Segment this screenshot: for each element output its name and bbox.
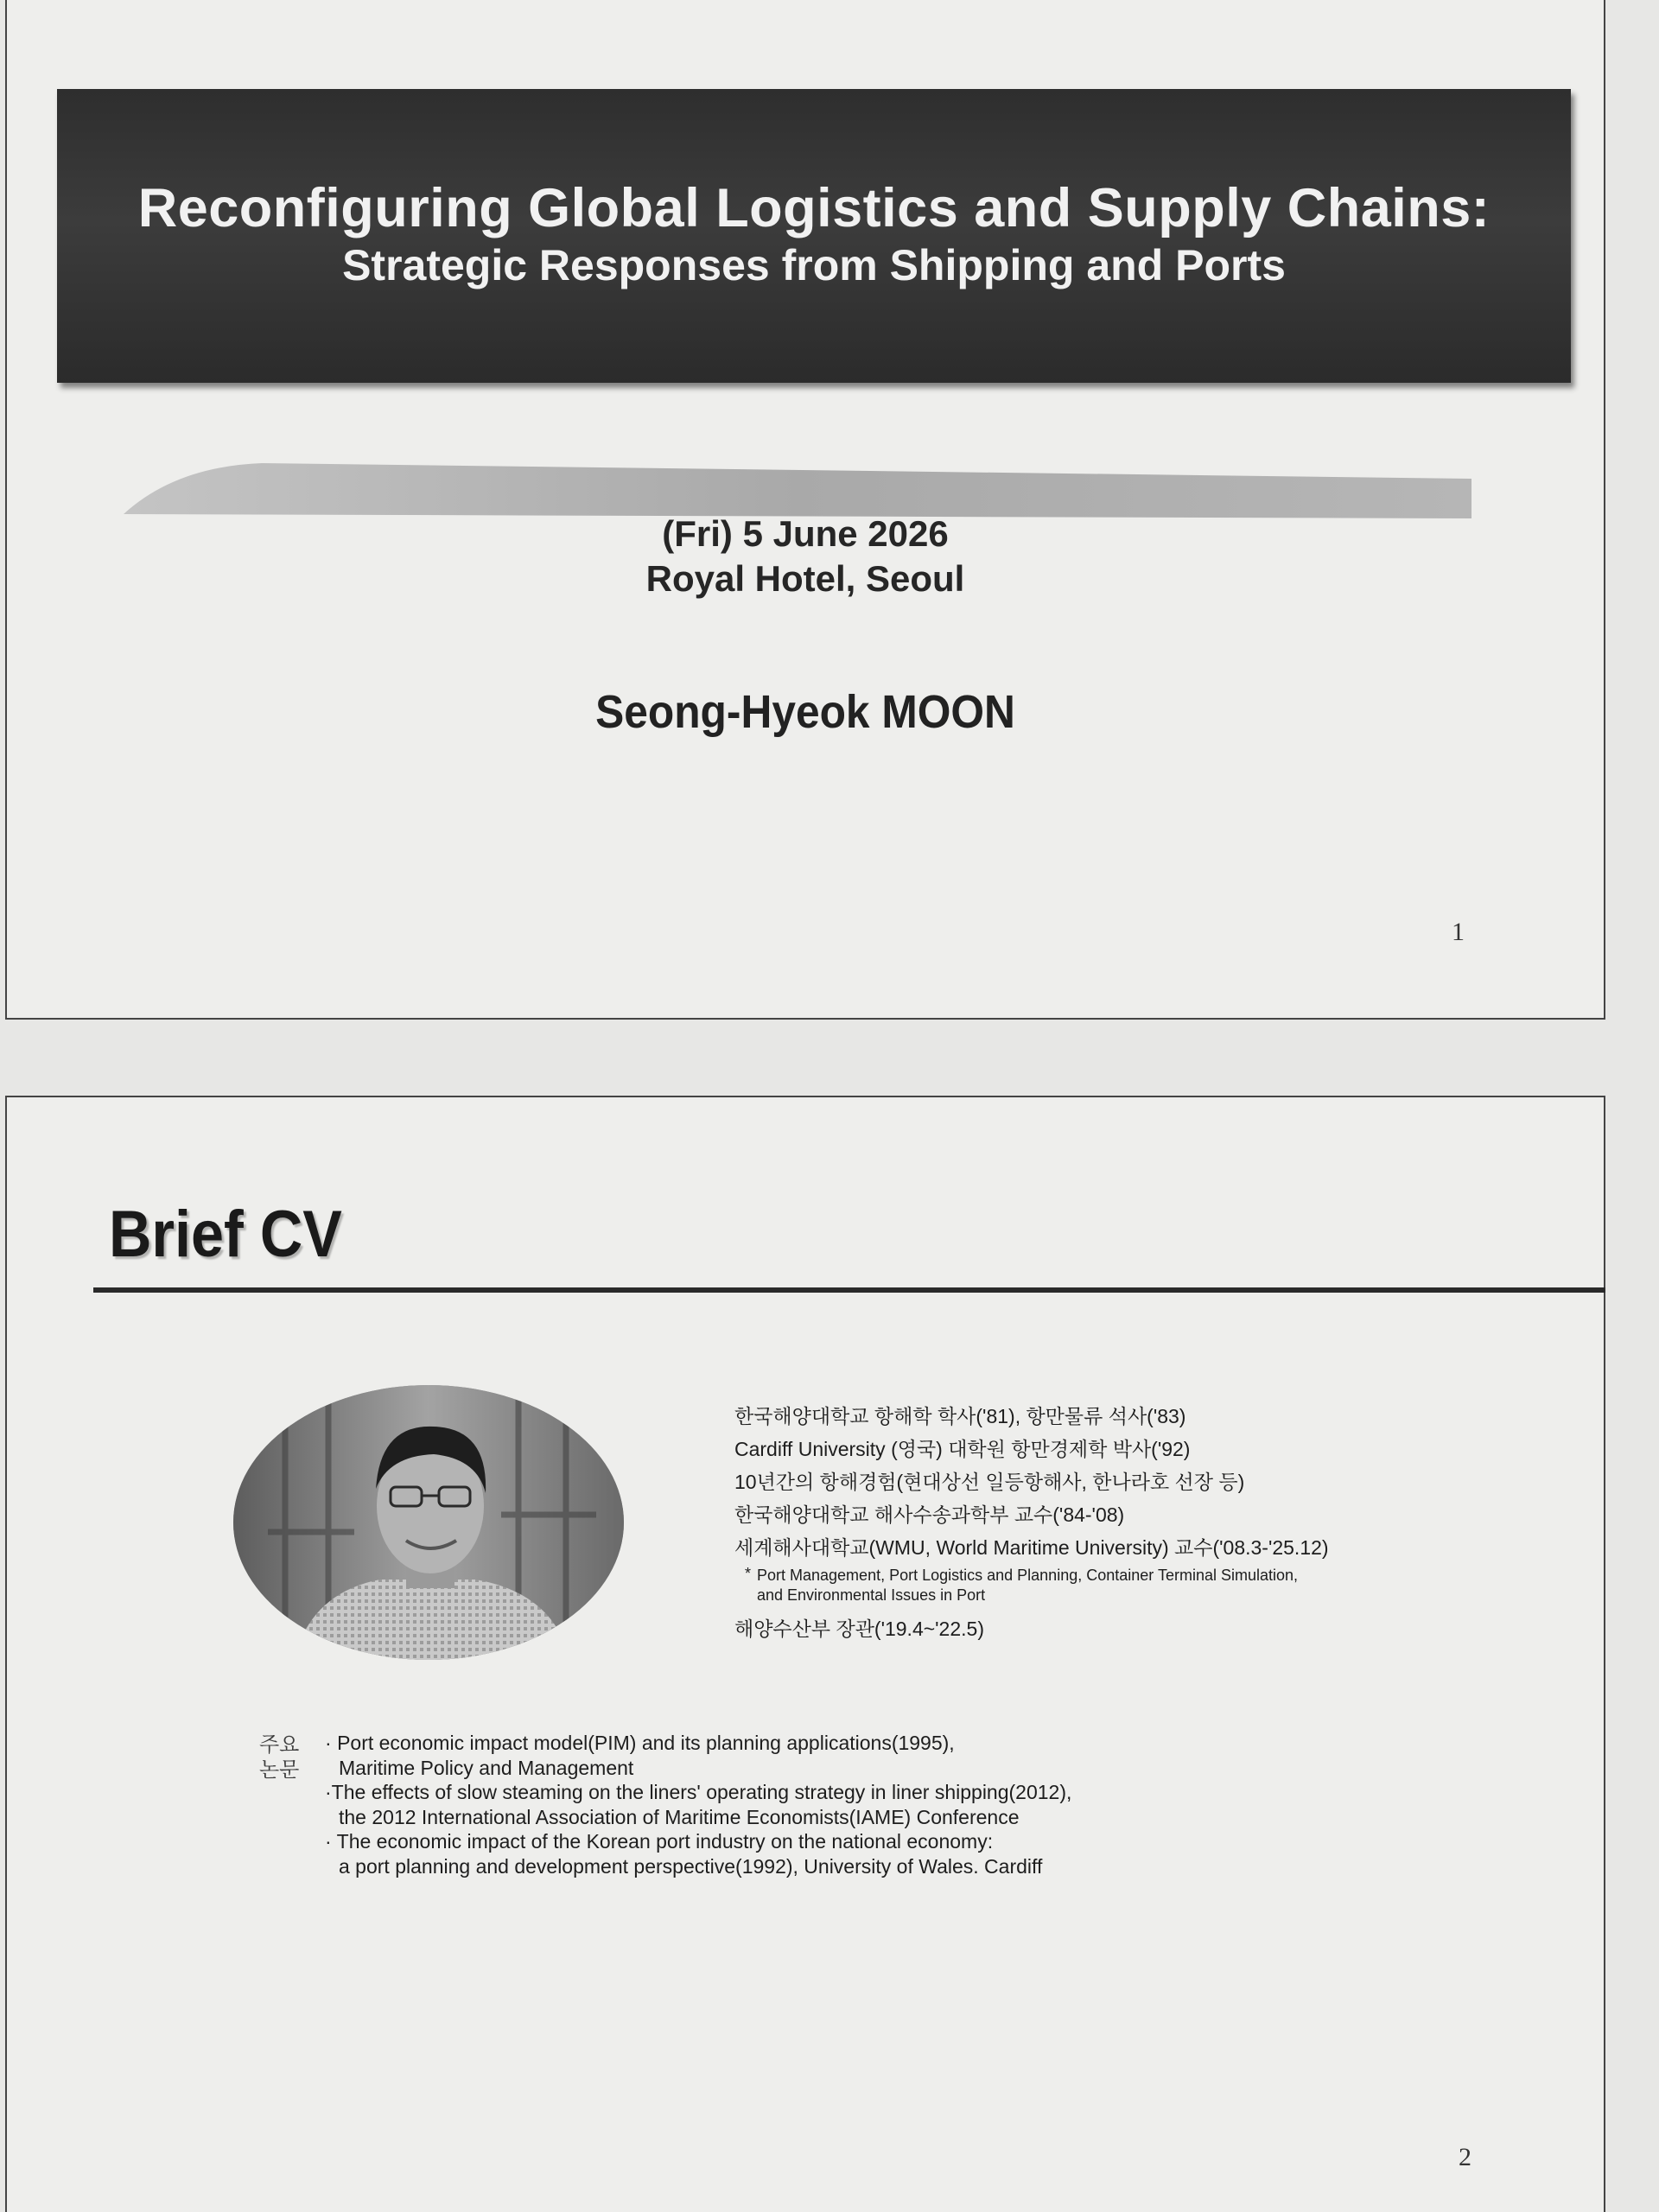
bullet: · [325,1830,332,1853]
cv-item: 해양수산부 장관('19.4~'22.5) [734,1618,984,1640]
cv-item: Cardiff University (영국) 대학원 항만경제학 박사('92) [734,1438,1191,1460]
note-line: Port Management, Port Logistics and Planning, Container Terminal Simulation, [757,1567,1299,1584]
event-date: (Fri) 5 June 2026 [662,513,949,554]
cv-slide [5,1096,1605,2212]
bullet: · [325,1732,332,1754]
paper-venue: Maritime Policy and Management [339,1756,634,1779]
note-line: and Environmental Issues in Port [757,1586,986,1604]
slide-heading: Brief CV [109,1198,342,1271]
bullet: · [325,1781,332,1803]
heading-divider [93,1287,1605,1293]
page-number: 2 [1459,2143,1471,2171]
slide-title: Reconfiguring Global Logistics and Supply Chains: [137,178,1491,238]
paper-title: The effects of slow steaming on the liners' operating strategy in liner shipping(2012), [331,1781,1072,1803]
cv-item: 한국해양대학교 해사수송과학부 교수('84-'08) [734,1503,1125,1526]
author-name: Seong-Hyeok MOON [595,686,1015,738]
title-banner [57,89,1571,383]
title-slide [5,0,1605,1020]
cv-item: 10년간의 항해경험(현대상선 일등항해사, 한나라호 선장 등) [734,1471,1245,1493]
page-number: 1 [1452,918,1465,946]
decorative-swoosh [124,458,1471,518]
papers-label-line: 논문 [259,1758,300,1782]
paper-item [325,1780,1275,1829]
paper-venue: the 2012 International Association of Maritime Economists(IAME) Conference [339,1805,1020,1828]
event-venue: Royal Hotel, Seoul [645,558,965,599]
papers-label-line: 주요 [259,1733,300,1757]
cv-list [734,1400,1555,1645]
paper-item [325,1829,1275,1878]
cv-item: 한국해양대학교 항해학 학사('81), 항만물류 석사('83) [734,1405,1186,1427]
papers-list [325,1731,1275,1878]
cv-item: 세계해사대학교(WMU, World Maritime University) 교수('08.3-'25.12) [734,1536,1329,1559]
paper-item [325,1731,1275,1780]
slide-subtitle: Strategic Responses from Shipping and Ports [342,241,1286,289]
papers-label [259,1732,311,1783]
event-info [7,512,1604,601]
cv-research-note [734,1566,1555,1605]
note-marker: * [745,1565,752,1582]
paper-title: The economic impact of the Korean port industry on the national economy: [336,1830,994,1853]
paper-title: Port economic impact model(PIM) and its planning applications(1995), [337,1732,955,1754]
paper-venue: a port planning and development perspective(1992), University of Wales. Cardiff [339,1854,1043,1878]
portrait-photo [233,1385,624,1660]
